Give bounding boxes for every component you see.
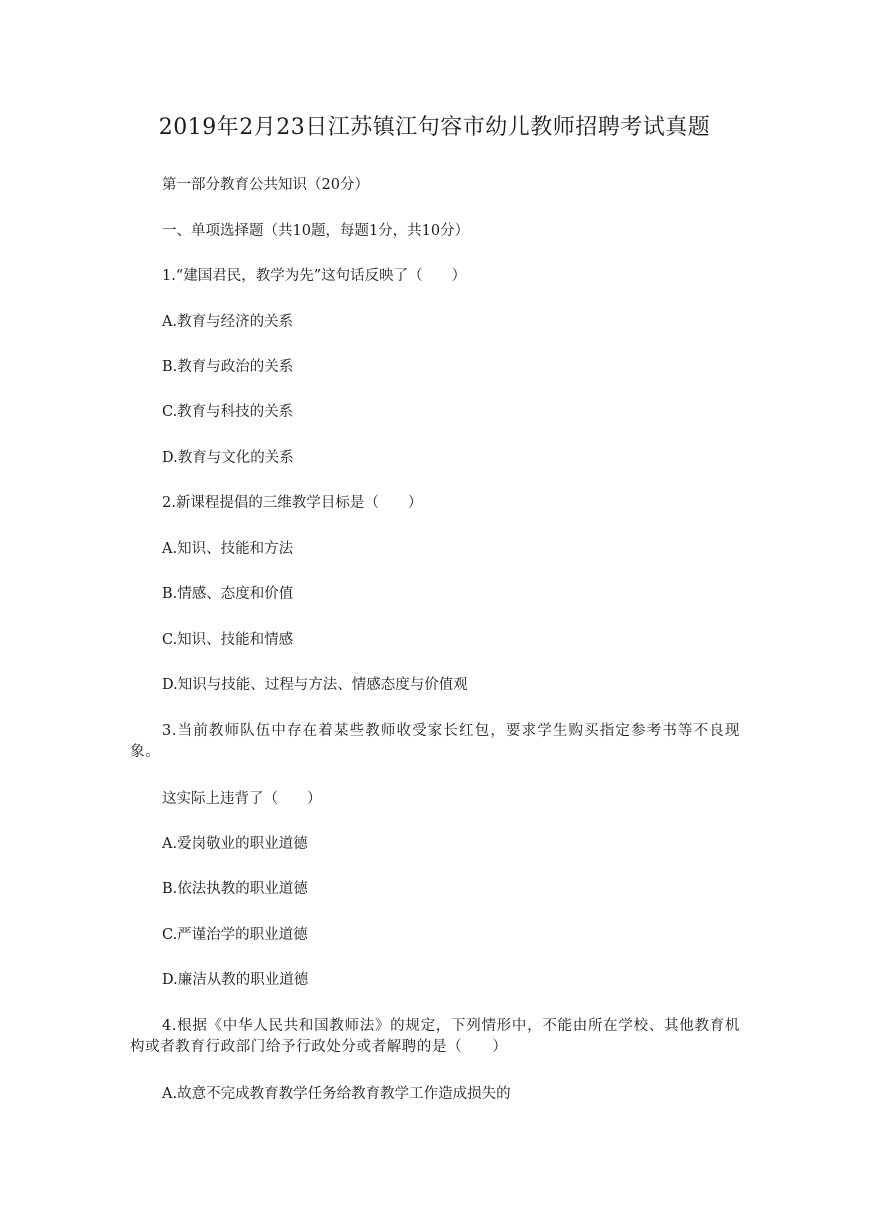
- document-title: 2019年2月23日江苏镇江句容市幼儿教师招聘考试真题: [158, 115, 711, 140]
- question-2-option-b: B.情感、态度和价值: [162, 586, 294, 602]
- question-3-option-c: C.严谨治学的职业道德: [162, 927, 308, 943]
- question-3-option-a: A.爱岗敬业的职业道德: [162, 836, 308, 852]
- question-1-option-a: A.教育与经济的关系: [162, 314, 294, 330]
- section-heading: 第一部分教育公共知识（20分）: [162, 177, 369, 193]
- question-1-option-b: B.教育与政治的关系: [162, 359, 294, 375]
- question-4-stem: 4.根据《中华人民共和国教师法》的规定，下列情形中，不能由所在学校、其他教育机构或者教育行政部门给予行政处分或者解聘的是（ ）: [130, 1018, 740, 1055]
- question-2-option-a: A.知识、技能和方法: [162, 541, 294, 557]
- question-4-option-a: A.故意不完成教育教学任务给教育教学工作造成损失的: [162, 1086, 511, 1102]
- question-3-stem: 3.当前教师队伍中存在着某些教师收受家长红包，要求学生购买指定参考书等不良现象。: [130, 723, 740, 760]
- question-2-option-c: C.知识、技能和情感: [162, 632, 294, 648]
- question-2-stem: 2.新课程提倡的三维教学目标是（ ）: [162, 495, 423, 511]
- question-3-continuation: 这实际上违背了（ ）: [162, 791, 322, 807]
- question-1-option-c: C.教育与科技的关系: [162, 404, 294, 420]
- question-3-option-b: B.依法执教的职业道德: [162, 881, 308, 897]
- question-1-option-d: D.教育与文化的关系: [162, 450, 294, 466]
- question-1-stem: 1.“建国君民，教学为先”这句话反映了（ ）: [162, 268, 467, 284]
- subsection-heading: 一、单项选择题（共10题，每题1分，共10分）: [162, 223, 470, 239]
- question-3-option-d: D.廉洁从教的职业道德: [162, 972, 309, 988]
- question-2-option-d: D.知识与技能、过程与方法、情感态度与价值观: [162, 677, 468, 693]
